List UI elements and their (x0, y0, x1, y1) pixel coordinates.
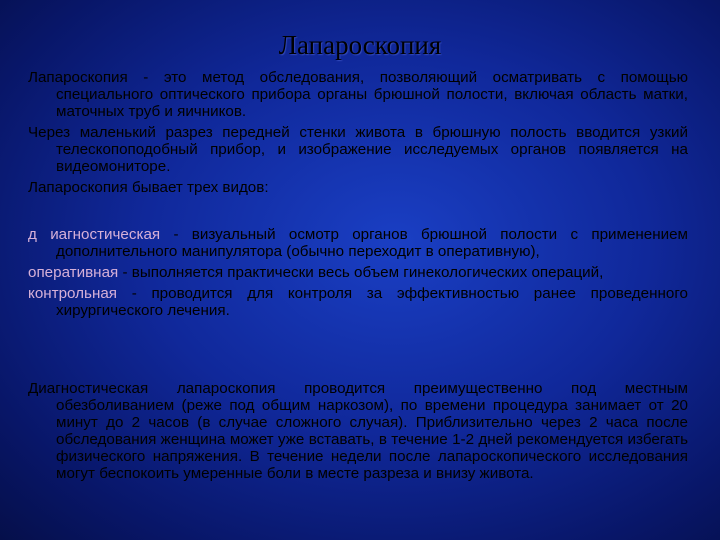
type-name: иагностическая (50, 226, 161, 243)
conclusion-paragraph: Диагностическая лапароскопия проводится преимущественно под местным обезболиванием (реже под общим наркозом), по времени процедура занимает от 20 минут до 2 часов (в случае сложного случая). Приблизительно через 2 часа после обследования женщина может уже вставать, в течение 1-2 дней рекомендуется избегать физического напряжения. В течение недели после лапароскопического исследования могут беспокоить умеренные боли в месте разреза и внизу живота. (28, 380, 688, 482)
type-name: контрольная (28, 285, 117, 302)
conclusion-section (28, 380, 688, 486)
types-intro-paragraph: Лапароскопия бывает трех видов: (28, 179, 269, 196)
type-item-diagnostic (28, 226, 688, 260)
type-description: - выполняется практически весь объем гинекологических операций, (118, 264, 604, 281)
intro-section (28, 69, 688, 200)
type-item-control (28, 285, 688, 319)
procedure-paragraph: Через маленький разрез передней стенки живота в брюшную полость вводится узкий телескопоподобный прибор, и изображение исследуемых органов появляется на видеомониторе. (28, 124, 688, 175)
type-item-operative (28, 264, 688, 281)
type-name: оперативная (28, 264, 119, 281)
term-laparoscopy: Лапароскопия (28, 69, 128, 86)
type-description: - проводится для контроля за эффективностью ранее проведенного хирургического лечения. (56, 285, 688, 319)
slide-title: Лапароскопия (278, 30, 442, 60)
definition-paragraph (28, 69, 688, 120)
type-prefix: д (28, 226, 37, 243)
type-description: - визуальный осмотр органов брюшной полости с применением дополнительного манипулятора (обычно переходит в оперативную), (56, 226, 688, 260)
types-section (28, 226, 688, 323)
definition-text: - это метод обследования, позволяющий осматривать с помощью специального оптического прибора органы брюшной полости, включая область матки, маточных труб и яичников. (56, 69, 688, 120)
